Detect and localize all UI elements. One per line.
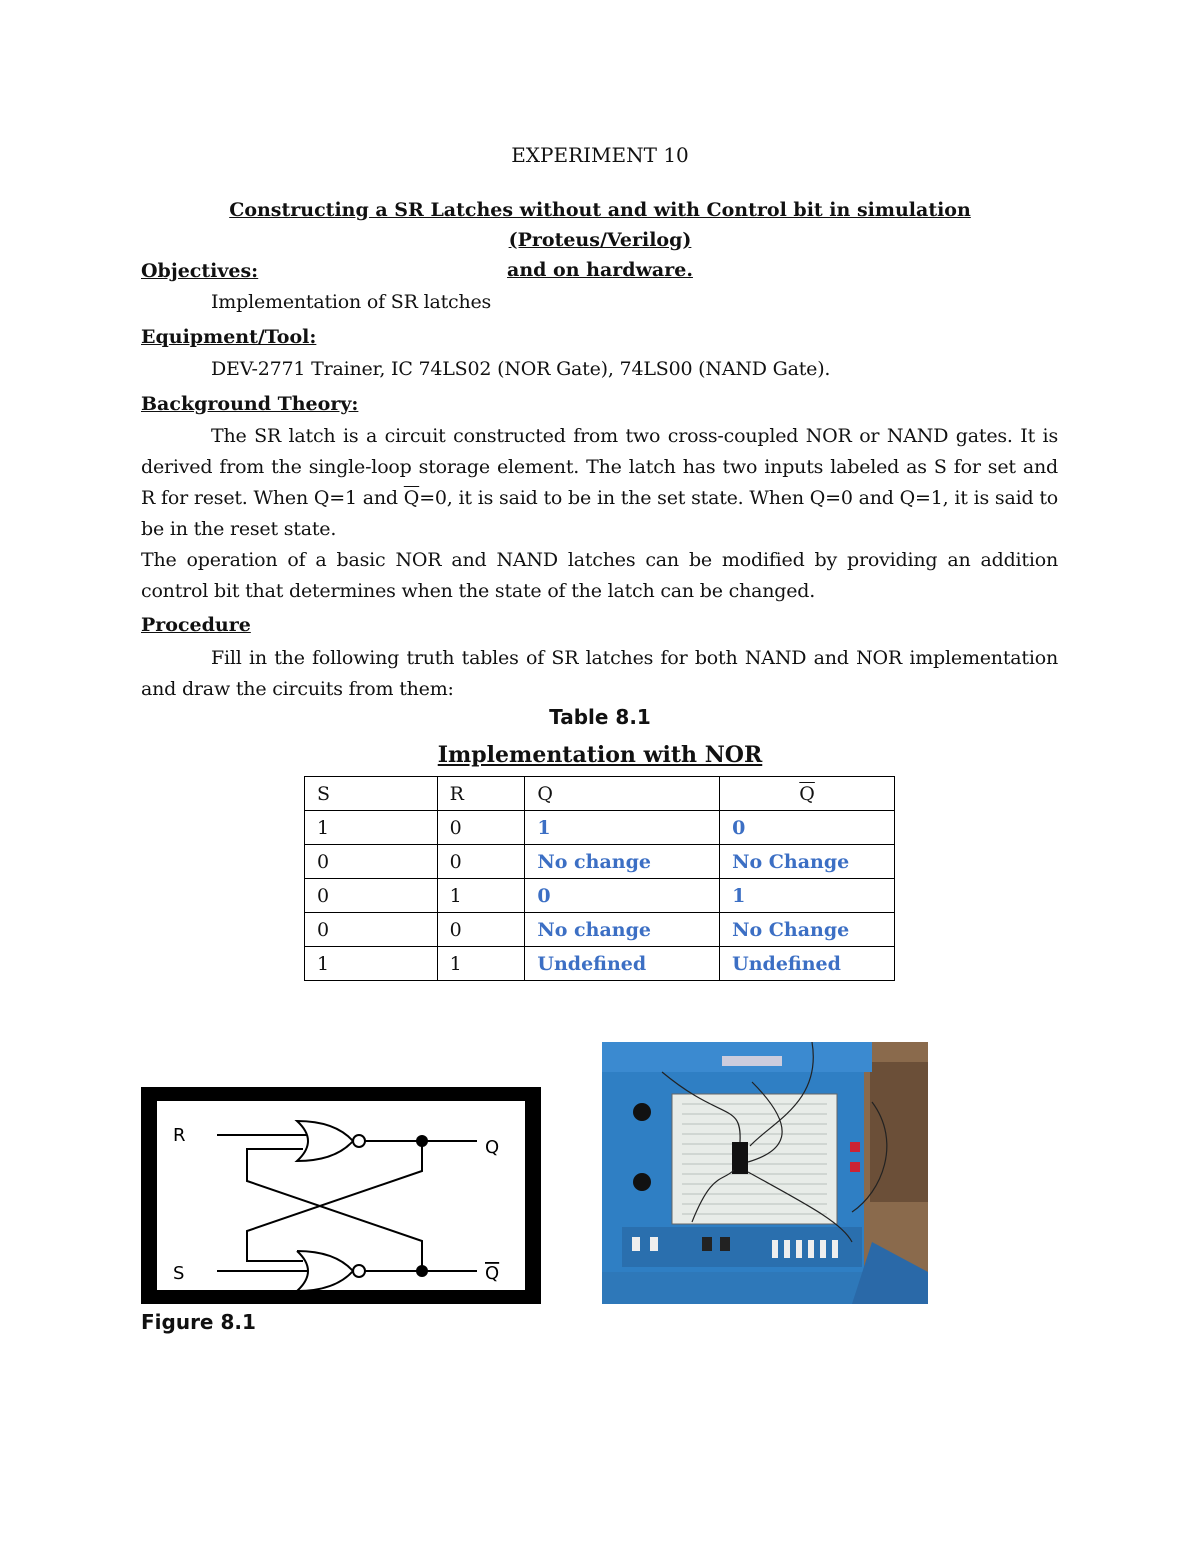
cell-r: 0 [437,845,525,879]
figure-caption: Figure 8.1 [141,1310,256,1334]
header-r: R [437,777,525,811]
cell-q-bar: No Change [720,913,895,947]
label-q: Q [485,1137,500,1158]
table-title: Implementation with NOR [437,742,763,768]
cell-q: 1 [525,811,720,845]
table-row [305,811,895,845]
nor-latch-schematic [157,1101,525,1290]
cell-q-bar: Undefined [720,947,895,981]
cell-r: 1 [437,879,525,913]
subtitle-line-1: Constructing a SR Latches without and with Control bit in simulation (Proteus/Verilog) [229,199,971,251]
background-heading: Background Theory: [141,393,359,415]
label-q-bar: Q [485,1263,500,1284]
feedback-wire-q [247,1141,422,1261]
truth-table [304,776,895,981]
cell-r: 0 [437,913,525,947]
cell-r: 1 [437,947,525,981]
junction-dot-q-bar [416,1265,428,1277]
table-caption: Table 8.1 [549,705,651,729]
table-header-row [305,777,895,811]
experiment-subtitle [140,195,1060,285]
objectives-heading: Objectives: [141,260,259,282]
bottom-nor-bubble [353,1265,365,1277]
header-q: Q [525,777,720,811]
subtitle-line-2: and on hardware. [507,259,693,281]
background-paragraph-2: The operation of a basic NOR and NAND latches can be modified by providing an addition control bit that determines when the state of the latch can be changed. [141,549,1058,602]
cell-q-bar: 1 [720,879,895,913]
cell-s: 0 [305,845,438,879]
background-paragraph-1 [141,421,1058,545]
procedure-text: Fill in the following truth tables of SR latches for both NAND and NOR implementation and draw the circuits from them: [141,647,1058,700]
sr-latch-circuit-diagram [141,1087,541,1304]
equipment-text: DEV-2771 Trainer, IC 74LS02 (NOR Gate), 74LS00 (NAND Gate). [211,358,831,380]
cell-r: 0 [437,811,525,845]
cell-q-bar: No Change [720,845,895,879]
trainer-photo [602,1042,928,1304]
cell-s: 1 [305,811,438,845]
label-s: S [173,1263,185,1284]
top-nor-gate [297,1121,353,1161]
table-row [305,947,895,981]
cell-s: 0 [305,879,438,913]
cell-s: 0 [305,913,438,947]
junction-dot-q [416,1135,428,1147]
background-text-b: =0, it is said to be in the set state. When Q=0 and Q=1, it is said to be in the reset state. [141,487,1058,540]
table-row [305,845,895,879]
feedback-wire-q-bar [247,1149,422,1271]
q-bar-symbol: $\overline{Q}$ [403,487,420,509]
header-q-bar: $\overline{Q}$ [720,777,895,811]
procedure-heading: Procedure [141,614,251,636]
table-row [305,913,895,947]
background-text-a: The SR latch is a circuit constructed from two cross-coupled NOR or NAND gates. It is derived from the single-loop storage element. The latch has two inputs labeled as S for set and R for reset. When Q=1 and [141,425,1058,509]
cell-q-bar: 0 [720,811,895,845]
cell-q: No change [525,913,720,947]
cell-s: 1 [305,947,438,981]
objectives-text: Implementation of SR latches [211,291,492,313]
label-r: R [173,1125,186,1146]
ic-chip [732,1142,748,1174]
cell-q: Undefined [525,947,720,981]
page-title: EXPERIMENT 10 [511,143,689,167]
top-nor-bubble [353,1135,365,1147]
cell-q: 0 [525,879,720,913]
header-s: S [305,777,438,811]
cell-q: No change [525,845,720,879]
equipment-heading: Equipment/Tool: [141,326,317,348]
table-row [305,879,895,913]
